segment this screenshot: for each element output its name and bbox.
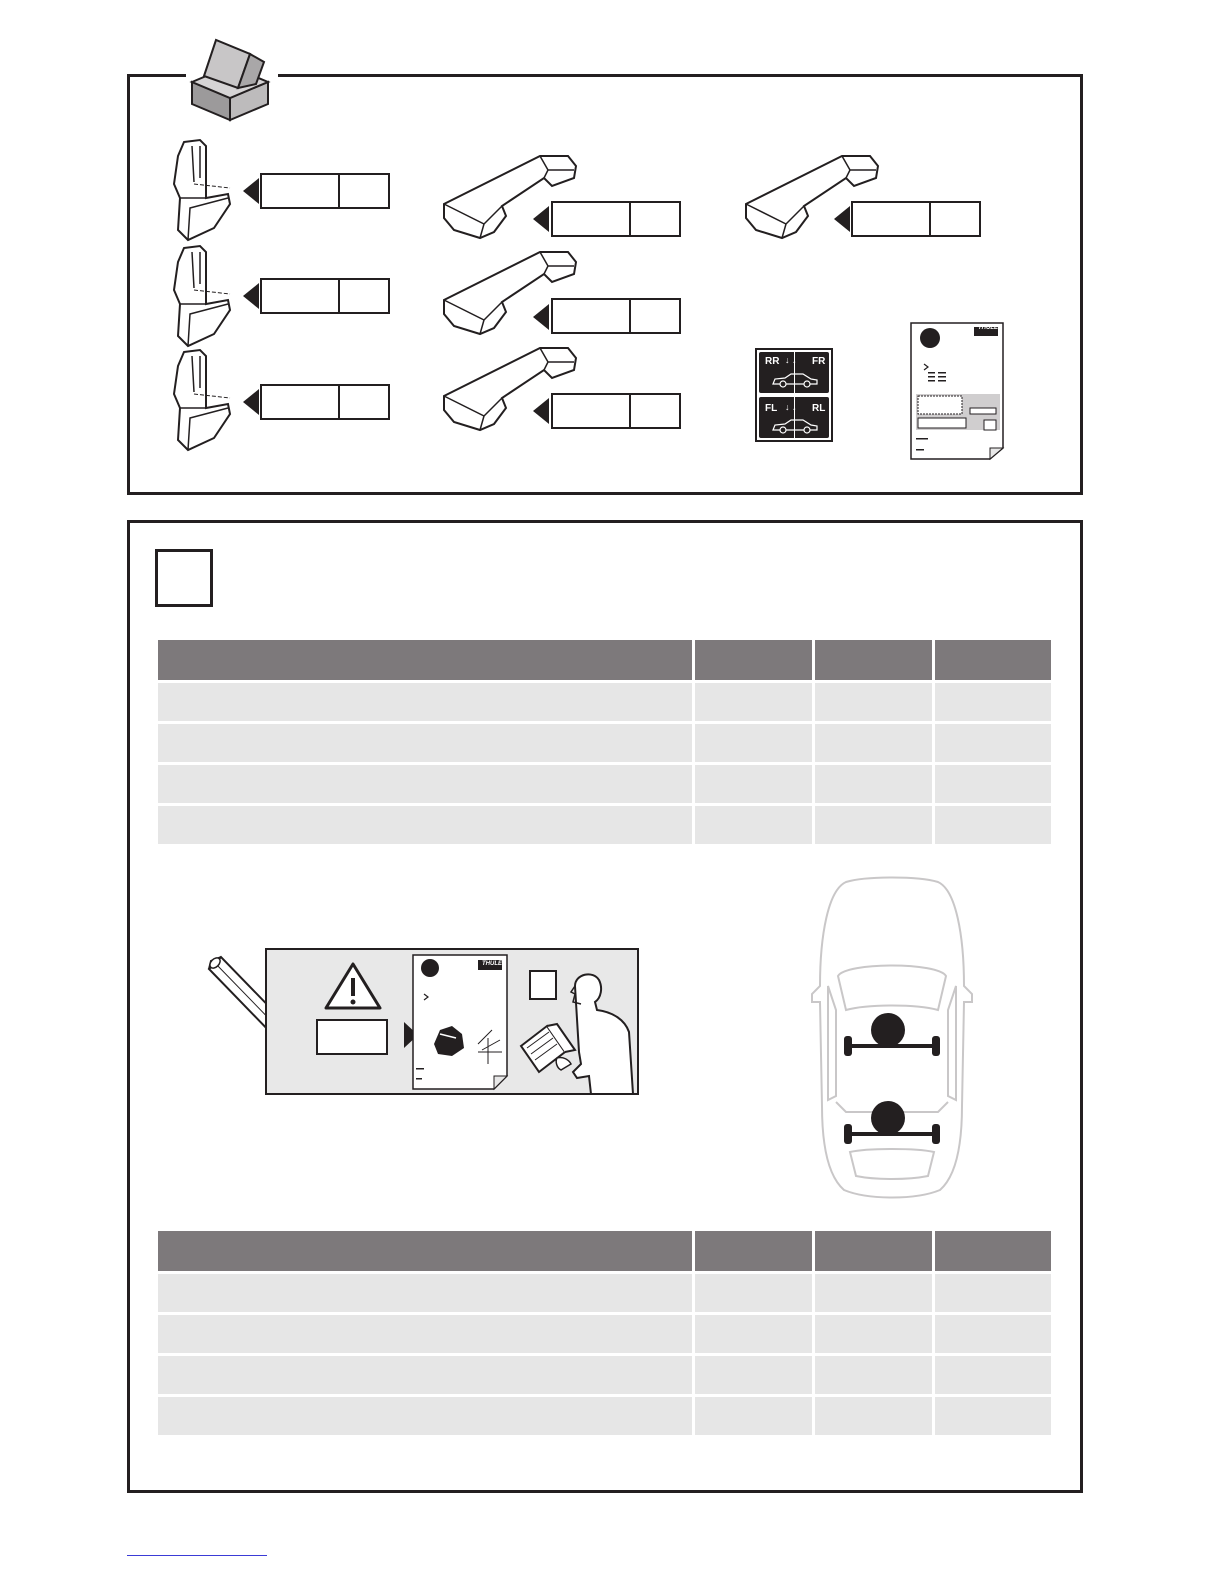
table-header-cell — [695, 1231, 815, 1271]
fitkit-instruction-document — [910, 322, 1004, 460]
pointer-arrow — [533, 304, 549, 330]
table-row — [158, 1394, 1051, 1435]
table-cell — [815, 680, 935, 721]
sticker-label-rl: RL — [812, 403, 826, 414]
manual-brand: THULE — [482, 961, 502, 967]
table-cell — [935, 721, 1051, 762]
table-header-row — [158, 640, 1051, 680]
footer-link-underline[interactable] — [127, 1555, 267, 1556]
table-cell — [158, 1353, 695, 1394]
table-cell — [158, 1271, 695, 1312]
foot-bracket-1 — [170, 138, 232, 242]
table-cell — [158, 803, 695, 844]
roof-bar-rear — [844, 1101, 940, 1144]
down-arrow-icon: ↓ ↓ — [785, 402, 797, 412]
instruction-manual-icon — [412, 954, 508, 1090]
table-cell — [935, 680, 1051, 721]
pointer-arrow — [834, 206, 850, 232]
sticker-label-fr: FR — [812, 356, 826, 367]
pointer-arrow — [243, 389, 259, 415]
part-label-box — [551, 298, 681, 334]
table-cell — [695, 1353, 815, 1394]
roof-bar-front — [844, 1013, 940, 1056]
table-cell — [935, 1271, 1051, 1312]
sticker-label-rr: RR — [765, 356, 780, 367]
table-cell — [695, 1271, 815, 1312]
table-header-cell — [815, 1231, 935, 1271]
table-header-cell — [935, 1231, 1051, 1271]
table-cell — [815, 762, 935, 803]
part-label-box — [551, 201, 681, 237]
table-cell — [935, 803, 1051, 844]
table-row — [158, 1271, 1051, 1312]
spec-table-top — [158, 640, 1051, 844]
table-cell — [815, 1394, 935, 1435]
table-header-cell — [695, 640, 815, 680]
table-cell — [158, 721, 695, 762]
warning-label-box — [316, 1019, 388, 1055]
pointer-arrow — [533, 398, 549, 424]
table-row — [158, 803, 1051, 844]
down-arrow-icon: ↓ ↓ — [785, 355, 797, 365]
part-label-box — [260, 278, 390, 314]
table-cell — [158, 1312, 695, 1353]
position-sticker-sheet — [755, 348, 833, 442]
car-side-icon — [771, 418, 819, 434]
table-row — [158, 762, 1051, 803]
pointer-arrow — [243, 283, 259, 309]
table-cell — [935, 1353, 1051, 1394]
warning-icon — [322, 960, 384, 1012]
table-header-cell — [158, 1231, 695, 1271]
table-cell — [935, 1312, 1051, 1353]
table-cell — [815, 1271, 935, 1312]
table-row — [158, 721, 1051, 762]
person-reading-manual-icon — [517, 968, 639, 1094]
table-cell — [695, 680, 815, 721]
step-number-box — [155, 549, 213, 607]
package-box-icon — [186, 36, 278, 122]
table-cell — [158, 762, 695, 803]
table-row — [158, 1353, 1051, 1394]
table-header-cell — [935, 640, 1051, 680]
table-header-row — [158, 1231, 1051, 1271]
pointer-arrow — [243, 178, 259, 204]
table-cell — [695, 1394, 815, 1435]
table-cell — [935, 1394, 1051, 1435]
table-cell — [695, 762, 815, 803]
car-side-icon — [771, 372, 819, 388]
table-header-cell — [158, 640, 695, 680]
table-row — [158, 680, 1051, 721]
part-label-box — [851, 201, 981, 237]
table-cell — [815, 721, 935, 762]
table-cell — [695, 721, 815, 762]
table-cell — [935, 762, 1051, 803]
part-label-box — [260, 384, 390, 420]
table-row — [158, 1312, 1051, 1353]
spec-table-bottom — [158, 1231, 1051, 1435]
table-cell — [815, 1353, 935, 1394]
foot-bracket-3 — [170, 348, 232, 452]
fitkit-doc-brand: THULE — [978, 325, 998, 331]
table-header-cell — [815, 640, 935, 680]
sticker-label-fl: FL — [765, 403, 778, 414]
foot-bracket-2 — [170, 244, 232, 348]
table-cell — [815, 803, 935, 844]
table-cell — [815, 1312, 935, 1353]
car-top-view-diagram — [806, 876, 978, 1200]
part-label-box — [260, 173, 390, 209]
part-label-box — [551, 393, 681, 429]
table-cell — [158, 680, 695, 721]
table-cell — [695, 1312, 815, 1353]
table-cell — [158, 1394, 695, 1435]
pointer-arrow — [533, 206, 549, 232]
table-cell — [695, 803, 815, 844]
